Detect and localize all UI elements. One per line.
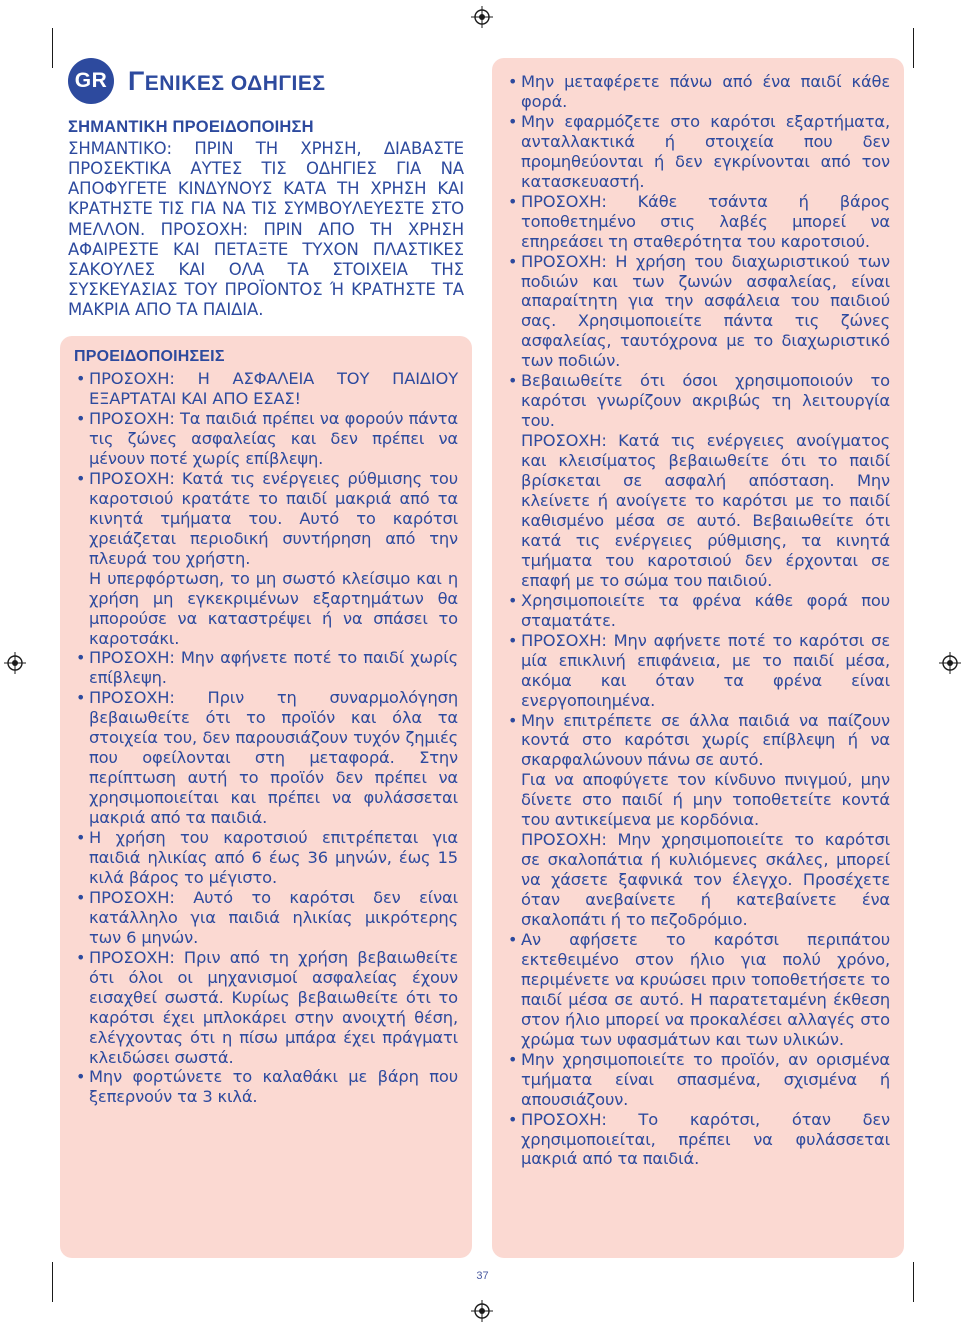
list-item — [74, 828, 458, 888]
list-item — [506, 371, 890, 590]
language-badge-gr: GR — [68, 58, 114, 104]
list-item — [506, 72, 890, 112]
list-item — [506, 192, 890, 252]
two-column-layout — [60, 58, 905, 1258]
list-item — [506, 1110, 890, 1170]
list-item-text: • ΠΡΟΣΟΧΗ: Πριν από τη χρήση βεβαιωθείτε ότι όλοι οι μηχανισμοί ασφαλείας έχουν εισαχθεί σωστά. Κυρίως βεβαιωθείτε ότι το καρότσι έχει μπλοκάρει στην ανοιχτή θέση, ελέγχοντας ότι η πίσω μπάρα έχει πράγματι κλειδώσει σωστά. — [89, 947, 458, 1067]
list-item-text: • ΠΡΟΣΟΧΗ: Η χρήση του διαχωριστικού των ποδιών και των ζωνών ασφαλείας, είναι απαραίτητη για την ασφάλεια του παιδιού σας. Χρησιμοποιείτε πάντα τις ζώνες ασφαλείας, ταυτόχρονα με το διαχωριστικό των ποδιών. — [521, 251, 890, 371]
list-item-text: • ΠΡΟΣΟΧΗ: Κάθε τσάντα ή βάρος τοποθετημένο στις λαβές μπορεί να επηρεάσει τη σταθερότητα του καροτσιού. — [521, 191, 890, 251]
registration-mark-bottom — [471, 1300, 493, 1322]
list-item-text: • ΠΡΟΣΟΧΗ: Τα παιδιά πρέπει να φορούν πάντα τις ζώνες ασφαλείας και δεν πρέπει να μένουν ποτέ χωρίς επίβλεψη. — [89, 409, 458, 468]
list-item-text: • Αν αφήσετε το καρότσι περιπάτου εκτεθειμένο στον ήλιο για πολύ χρόνο, περιμένετε να κρυώσει πριν τοποθετήσετε το παιδί μέσα σε αυτό. Η παρατεταμένη έκθεση στον ήλιο μπορεί να προκαλέσει αλλαγές στο χρώμα των υφασμάτων και των υλικών. — [521, 929, 890, 1049]
list-item-text: • Μην χρησιμοποιείτε το προϊόν, αν ορισμένα τμήματα είναι σπασμένα, σχισμένα ή απουσιάζουν. — [521, 1049, 890, 1109]
list-item — [74, 648, 458, 688]
section-title-rest: ΕΝΙΚΕΣ ΟΔΗΓΙΕΣ — [144, 71, 326, 95]
crop-mark-bottom-left — [52, 1262, 53, 1302]
list-item-text: • ΠΡΟΣΟΧΗ: Το καρότσι, όταν δεν χρησιμοποιείται, πρέπει να φυλάσσεται μακριά από τα παιδιά. — [521, 1109, 890, 1169]
list-item — [74, 888, 458, 948]
list-item-text: • Η χρήση του καροτσιού επιτρέπεται για παιδιά ηλικίας από 6 έως 36 μηνών, έως 15 κιλά βάρος το μέγιστο. — [89, 828, 458, 887]
important-warning-heading: ΣΗΜΑΝΤΙΚΗ ΠΡΟΕΙΔΟΠΟΙΗΣΗ — [68, 118, 314, 136]
list-item — [74, 409, 458, 469]
list-item-text: • ΠΡΟΣΟΧΗ: Κατά τις ενέργειες ρύθμισης του καροτσιού κρατάτε το παιδί μακριά από τα κινητά τμήματα του. Αυτό το καρότσι χρειάζεται περιοδική συντήρηση από την πλευρά του χρήστη. — [89, 468, 458, 568]
list-item-continuation: ΠΡΟΣΟΧΗ: Κατά τις ενέργειες ανοίγματος και κλεισίματος βεβαιωθείτε ότι το παιδί βρίσκεται σε ασφαλή απόσταση. Μην κλείνετε ή ανοίγετε το καρότσι με το παιδί καθισμένο μέσα σε αυτό. Βεβαιωθείτε ότι κατά τις ενέργειες ρύθμισης, τα κινητά τμήματα του καροτσιού δεν έρχονται σε επαφή με το σώμα του παιδιού. — [521, 431, 890, 590]
list-item — [74, 688, 458, 828]
list-item — [506, 711, 890, 930]
list-item — [506, 1050, 890, 1110]
section-header — [60, 58, 472, 104]
important-warning-block — [60, 118, 472, 320]
list-item-text: • ΠΡΟΣΟΧΗ: Πριν τη συναρμολόγηση βεβαιωθείτε ότι το προϊόν και όλα τα στοιχεία του, δεν παρουσιάζουν τυχόν ζημιές που οφείλονται στη μεταφορά. Στην περίπτωση αυτή το προϊόν δεν πρέπει να χρησιμοποιείται και πρέπει να φυλάσσεται μακριά από τα παιδιά. — [89, 688, 458, 828]
list-item-text: • ΠΡΟΣΟΧΗ: Αυτό το καρότσι δεν είναι κατάλληλο για παιδιά ηλικίας μικρότερης των 6 μηνών. — [89, 887, 458, 947]
list-item — [506, 930, 890, 1050]
list-item — [506, 252, 890, 372]
list-item — [74, 469, 458, 649]
list-item-text: • Μην επιτρέπετε σε άλλα παιδιά να παίζουν κοντά στο καρότσι χωρίς επίβλεψη ή να σκαρφαλώνουν πάνω σε αυτό. — [521, 710, 890, 770]
warnings-list-left — [74, 369, 458, 1107]
important-warning-body: ΣΗΜΑΝΤΙΚΟ: ΠΡΙΝ ΤΗ ΧΡΗΣΗ, ΔΙΑΒΑΣΤΕ ΠΡΟΣΕΚΤΙΚΑ ΑΥΤΕΣ ΤΙΣ ΟΔΗΓΙΕΣ ΓΙΑ ΝΑ ΑΠΟΦΥΓΕΤΕ ΚΙΝΔΥΝΟΥΣ ΚΑΤΑ ΤΗ ΧΡΗΣΗ ΚΑΙ ΚΡΑΤΗΣΤΕ ΤΙΣ ΓΙΑ ΝΑ ΤΙΣ ΣΥΜΒΟΥΛΕΥΕΣΤΕ ΣΤΟ ΜΕΛΛΟΝ. ΠΡΟΣΟΧΗ: ΠΡΙΝ ΑΠΟ ΤΗ ΧΡΗΣΗ ΑΦΑΙΡΕΣΤΕ ΚΑΙ ΠΕΤΑΞΤΕ ΤΥΧΟΝ ΠΛΑΣΤΙΚΕΣ ΣΑΚΟΥΛΕΣ ΚΑΙ ΟΛΑ ΤΑ ΣΤΟΙΧΕΙΑ ΤΗΣ ΣΥΣΚΕΥΑΣΙΑΣ ΤΟΥ ΠΡΟΪΟΝΤΟΣ Ή ΚΡΑΤΗΣΤΕ ΤΑ ΜΑΚΡΙΑ ΑΠΟ ΤΑ ΠΑΙΔΙΑ. — [68, 139, 464, 319]
list-item-continuation: Για να αποφύγετε τον κίνδυνο πνιγμού, μην δίνετε στο παιδί ή μην τοποθετείτε κοντά του αντικείμενα με κορδόνια. — [521, 770, 890, 830]
crop-mark-top-left — [52, 28, 53, 68]
section-title-first-letter: Γ — [128, 65, 145, 96]
list-item-text: • Μην φορτώνετε το καλαθάκι με βάρη που ξεπερνούν τα 3 κιλά. — [89, 1067, 458, 1107]
crop-mark-bottom-right — [913, 1262, 914, 1302]
left-column — [60, 58, 472, 1258]
warnings-heading: ΠΡΟΕΙΔΟΠΟΙΗΣΕΙΣ — [74, 348, 225, 366]
list-item-continuation: Η υπερφόρτωση, το μη σωστό κλείσιμο και η χρήση μη εγκεκριμένων εξαρτημάτων θα μπορούσε να καταστρέψει ή να σπάσει το καροτσάκι. — [89, 568, 458, 648]
list-item — [506, 631, 890, 711]
page-number: 37 — [476, 1270, 489, 1282]
crop-mark-top-right — [913, 28, 914, 68]
list-item — [74, 1067, 458, 1107]
list-item-text: • Μην εφαρμόζετε στο καρότσι εξαρτήματα, ανταλλακτικά ή στοιχεία που δεν προμηθεύονται ή δεν εγκρίνονται από τον κατασκευαστή. — [521, 111, 890, 191]
list-item — [506, 591, 890, 631]
list-item-text: • ΠΡΟΣΟΧΗ: Μην αφήνετε ποτέ το παιδί χωρίς επίβλεψη. — [89, 648, 458, 688]
right-column — [492, 58, 904, 1258]
warnings-list-right — [506, 72, 890, 1169]
registration-mark-right — [939, 652, 961, 674]
list-item — [74, 369, 458, 409]
page-title — [128, 66, 325, 97]
list-item-text: • Μην μεταφέρετε πάνω από ένα παιδί κάθε φορά. — [521, 72, 890, 111]
list-item-text: • ΠΡΟΣΟΧΗ: Η ΑΣΦΑΛΕΙΑ ΤΟΥ ΠΑΙΔΙΟΥ ΕΞΑΡΤΑΤΑΙ ΚΑΙ ΑΠΟ ΕΣΑΣ! — [89, 369, 458, 409]
registration-mark-top — [471, 6, 493, 28]
list-item — [74, 948, 458, 1068]
list-item-text: • Χρησιμοποιείτε τα φρένα κάθε φορά που σταματάτε. — [521, 590, 890, 630]
list-item — [506, 112, 890, 192]
warnings-panel-right — [492, 58, 904, 1258]
list-item-text: • Βεβαιωθείτε ότι όσοι χρησιμοποιούν το καρότσι γνωρίζουν ακριβώς τη λειτουργία του. — [521, 371, 890, 431]
list-item-continuation-2: ΠΡΟΣΟΧΗ: Μην χρησιμοποιείτε το καρότσι σε σκαλοπάτια ή κυλιόμενες σκάλες, μπορεί να χάσετε ξαφνικά τον έλεγχο. Προσέχετε όταν ανεβαίνετε ή κατεβαίνετε ένα σκαλοπάτι ή το πεζοδρόμιο. — [521, 830, 890, 930]
registration-mark-left — [4, 652, 26, 674]
warnings-panel-left — [60, 336, 472, 1258]
list-item-text: • ΠΡΟΣΟΧΗ: Μην αφήνετε ποτέ το καρότσι σε μία επικλινή επιφάνεια, με το παιδί μέσα, ακόμα και όταν τα φρένα είναι ενεργοποιημένα. — [521, 630, 890, 710]
